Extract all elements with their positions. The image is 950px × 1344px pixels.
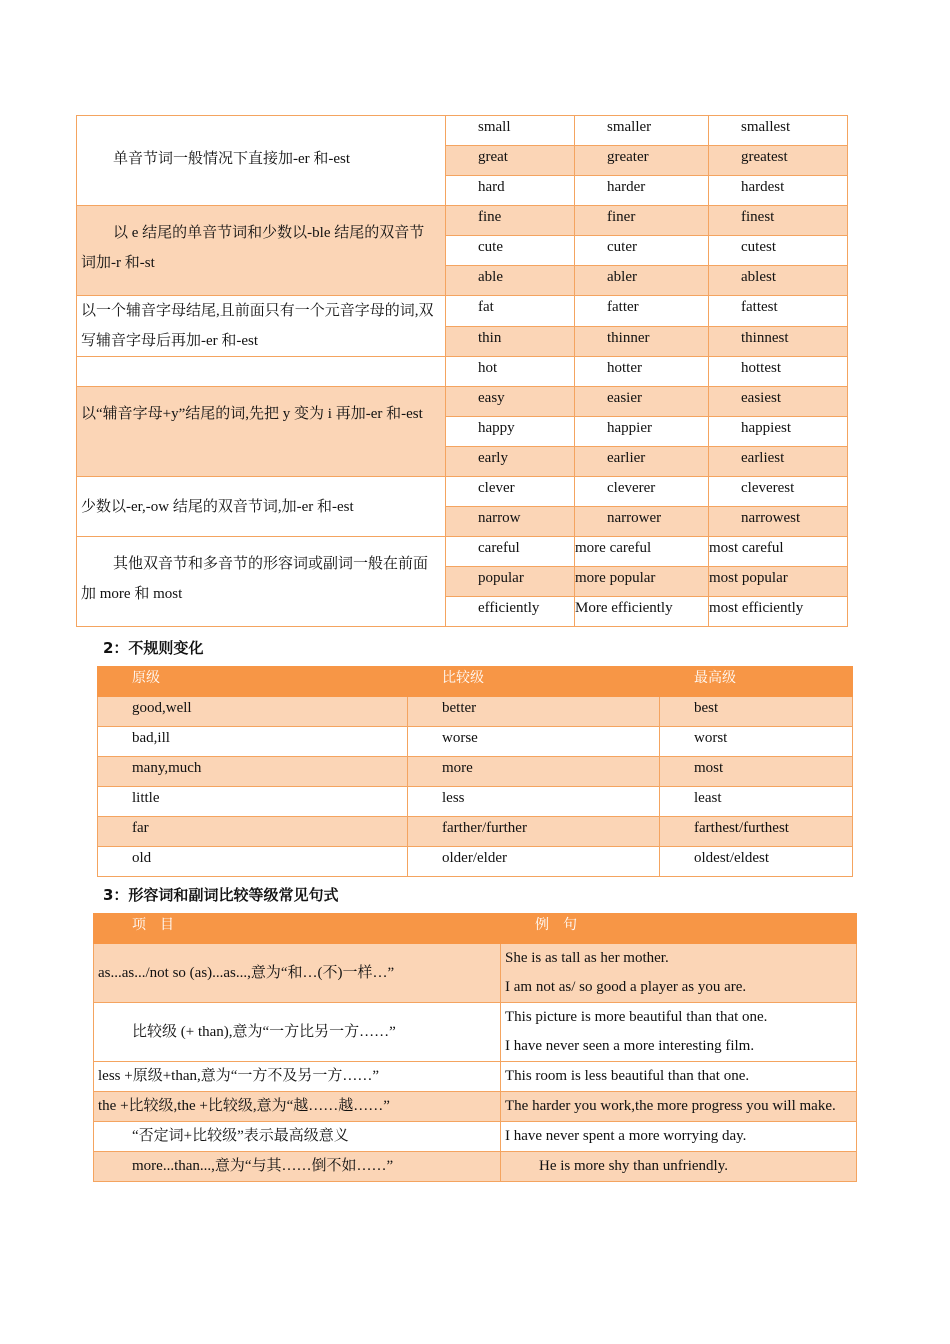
pattern-cell: less +原级+than,意为“一方不及另一方……” <box>94 1062 501 1092</box>
pattern-cell: as...as.../not so (as)...as...,意为“和…(不)一样…” <box>94 944 501 1003</box>
superlative-cell: ablest <box>709 266 848 296</box>
comparative-cell: worse <box>408 727 660 757</box>
superlative-cell: farthest/furthest <box>660 817 853 847</box>
superlative-cell: cleverest <box>709 477 848 507</box>
positive-cell: great <box>446 146 575 176</box>
positive-cell: old <box>98 847 408 877</box>
superlative-cell: most careful <box>709 537 848 567</box>
example-sentence: I have never seen a more interesting film. <box>505 1038 755 1054</box>
table-row <box>94 1003 857 1062</box>
positive-cell: early <box>446 447 575 477</box>
positive-cell: many,much <box>98 757 408 787</box>
positive-cell: popular <box>446 567 575 597</box>
column-header: 最高级 <box>660 667 853 697</box>
comparative-cell: more careful <box>575 537 709 567</box>
comparative-cell: cuter <box>575 236 709 266</box>
example-cell <box>501 1122 857 1152</box>
superlative-cell: happiest <box>709 417 848 447</box>
column-header: 项 目 <box>94 914 501 944</box>
pattern-cell: “否定词+比较级”表示最高级意义 <box>94 1122 501 1152</box>
example-cell <box>501 1062 857 1092</box>
example-sentence: He is more shy than unfriendly. <box>539 1158 728 1174</box>
positive-cell: narrow <box>446 507 575 537</box>
sentence-patterns-table <box>93 913 857 1182</box>
positive-cell: clever <box>446 477 575 507</box>
example-cell <box>501 944 857 1003</box>
superlative-cell: oldest/eldest <box>660 847 853 877</box>
comparative-cell: narrower <box>575 507 709 537</box>
comparative-cell: More efficiently <box>575 597 709 627</box>
rule-cell: 以一个辅音字母结尾,且前面只有一个元音字母的词,双写辅音字母后再加-er 和-est <box>77 296 446 357</box>
table-row <box>94 1152 857 1182</box>
comparative-cell: thinner <box>575 326 709 357</box>
column-header: 例 句 <box>501 914 857 944</box>
superlative-cell: fattest <box>709 296 848 327</box>
example-sentence: This picture is more beautiful than that one. <box>505 1009 768 1025</box>
section-heading-patterns: 3：形容词和副词比较等级常见句式 <box>103 886 339 904</box>
positive-cell: easy <box>446 387 575 417</box>
superlative-cell: most popular <box>709 567 848 597</box>
comparative-cell: happier <box>575 417 709 447</box>
positive-cell: thin <box>446 326 575 357</box>
superlative-cell: most <box>660 757 853 787</box>
example-cell <box>501 1152 857 1182</box>
column-header: 比较级 <box>408 667 660 697</box>
example-cell <box>501 1003 857 1062</box>
example-sentence: I am not as/ so good a player as you are. <box>505 979 747 995</box>
positive-cell: happy <box>446 417 575 447</box>
comparative-cell: earlier <box>575 447 709 477</box>
comparative-cell: more <box>408 757 660 787</box>
column-header: 原级 <box>98 667 408 697</box>
positive-cell: hot <box>446 357 575 387</box>
comparative-cell: harder <box>575 176 709 206</box>
comparative-cell: better <box>408 697 660 727</box>
example-sentence: The harder you work,the more progress you will make. <box>505 1098 836 1114</box>
superlative-cell: most efficiently <box>709 597 848 627</box>
positive-cell: small <box>446 116 575 146</box>
superlative-cell: hottest <box>709 357 848 387</box>
superlative-cell: greatest <box>709 146 848 176</box>
superlative-cell: finest <box>709 206 848 236</box>
comparative-cell: less <box>408 787 660 817</box>
positive-cell: hard <box>446 176 575 206</box>
section-heading-irregular: 2：不规则变化 <box>103 639 204 657</box>
positive-cell: far <box>98 817 408 847</box>
comparative-cell: older/elder <box>408 847 660 877</box>
table-row <box>94 1062 857 1092</box>
positive-cell: fine <box>446 206 575 236</box>
table-row <box>98 697 853 727</box>
rule-cell: 其他双音节和多音节的形容词或副词一般在前面加 more 和 most <box>77 537 446 627</box>
comparative-cell: greater <box>575 146 709 176</box>
regular-forms-table <box>76 115 848 627</box>
positive-cell: good,well <box>98 697 408 727</box>
superlative-cell: cutest <box>709 236 848 266</box>
comparative-cell: finer <box>575 206 709 236</box>
example-sentence: This room is less beautiful than that one. <box>505 1068 750 1084</box>
positive-cell: cute <box>446 236 575 266</box>
table-row <box>98 847 853 877</box>
positive-cell: able <box>446 266 575 296</box>
table-row <box>98 757 853 787</box>
comparative-cell: hotter <box>575 357 709 387</box>
comparative-cell: fatter <box>575 296 709 327</box>
superlative-cell: smallest <box>709 116 848 146</box>
table-row <box>98 817 853 847</box>
rule-cell: 以 e 结尾的单音节词和少数以-ble 结尾的双音节词加-r 和-st <box>77 206 446 296</box>
positive-cell: careful <box>446 537 575 567</box>
superlative-cell: least <box>660 787 853 817</box>
pattern-cell: 比较级 (+ than),意为“一方比另一方……” <box>94 1003 501 1062</box>
comparative-cell: easier <box>575 387 709 417</box>
positive-cell: bad,ill <box>98 727 408 757</box>
superlative-cell: narrowest <box>709 507 848 537</box>
comparative-cell: more popular <box>575 567 709 597</box>
comparative-cell: smaller <box>575 116 709 146</box>
table-row <box>98 727 853 757</box>
pattern-cell: more...than...,意为“与其……倒不如……” <box>94 1152 501 1182</box>
example-sentence: I have never spent a more worrying day. <box>505 1128 747 1144</box>
positive-cell: fat <box>446 296 575 327</box>
positive-cell: efficiently <box>446 597 575 627</box>
superlative-cell: best <box>660 697 853 727</box>
comparative-cell: farther/further <box>408 817 660 847</box>
example-cell <box>501 1092 857 1122</box>
irregular-forms-table <box>97 666 853 877</box>
rule-cell: 以“辅音字母+y”结尾的词,先把 y 变为 i 再加-er 和-est <box>77 387 446 477</box>
superlative-cell: hardest <box>709 176 848 206</box>
table-row <box>94 1122 857 1152</box>
table-row <box>94 1092 857 1122</box>
superlative-cell: earliest <box>709 447 848 477</box>
table-row <box>94 944 857 1003</box>
rule-cell: 单音节词一般情况下直接加-er 和-est <box>77 116 446 206</box>
superlative-cell: worst <box>660 727 853 757</box>
rule-cell-empty <box>77 357 446 387</box>
comparative-cell: abler <box>575 266 709 296</box>
superlative-cell: easiest <box>709 387 848 417</box>
example-sentence: She is as tall as her mother. <box>505 950 669 966</box>
table-row <box>98 787 853 817</box>
comparative-cell: cleverer <box>575 477 709 507</box>
pattern-cell: the +比较级,the +比较级,意为“越……越……” <box>94 1092 501 1122</box>
positive-cell: little <box>98 787 408 817</box>
rule-cell: 少数以-er,-ow 结尾的双音节词,加-er 和-est <box>77 477 446 537</box>
superlative-cell: thinnest <box>709 326 848 357</box>
